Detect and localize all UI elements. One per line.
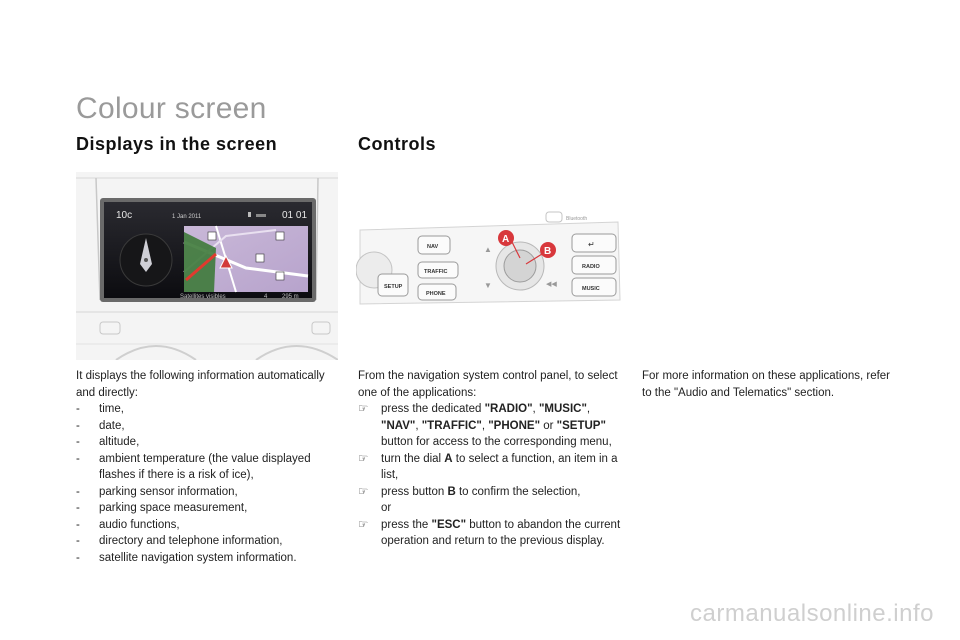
back-arrow-icon: ↵ — [588, 240, 595, 249]
pointing-hand-icon: ☞ — [358, 403, 369, 415]
list-item: - date, — [76, 419, 125, 432]
list-item: - altitude, — [76, 436, 140, 448]
pointing-hand-icon: ☞ — [358, 452, 369, 465]
displays-intro: It displays the following information automatically and directly: — [76, 370, 325, 399]
svg-text:SETUP: SETUP — [384, 284, 403, 290]
screen-temperature: 10c — [116, 210, 133, 221]
arrow-down-icon: ▼ — [484, 281, 492, 290]
bluetooth-icon — [248, 212, 251, 217]
bluetooth-label: Bluetooth — [566, 216, 588, 222]
controls-list — [358, 401, 628, 550]
list-item: - directory and telephone information, — [76, 535, 283, 547]
arrow-up-icon: ▲ — [484, 245, 492, 254]
screen-scale-left: 4 — [264, 294, 268, 300]
list-item: ☞ press the "ESC" button to abandon the current operation and return to the previous display. — [358, 518, 621, 547]
svg-text:B: B — [544, 246, 552, 257]
list-item: ☞ press the dedicated "RADIO", "MUSIC", "NAV", "TRAFFIC", "PHONE" or "SETUP" button for access to the corresponding menu, — [358, 403, 612, 448]
page-title: Colour screen — [76, 92, 267, 125]
list-item: - parking space measurement, — [76, 502, 248, 514]
list-item: - audio functions, — [76, 518, 180, 531]
control-panel-illustration — [356, 200, 626, 312]
list-item: - satellite navigation system information. — [76, 551, 297, 564]
svg-text:PHONE: PHONE — [426, 291, 446, 297]
colour-screen-illustration — [76, 172, 338, 360]
screen-status-text: Satellites visibles — [180, 294, 226, 300]
watermark: carmanualsonline.info — [690, 600, 934, 627]
more-information-note: For more information on these applications, refer to the "Audio and Telematics" section. — [642, 370, 891, 399]
screen-time: 01 01 — [282, 210, 308, 221]
svg-text:MUSIC: MUSIC — [582, 286, 600, 292]
section-heading-controls: Controls — [358, 134, 436, 154]
screen-scale-right: 295 m — [282, 294, 299, 300]
svg-text:A: A — [502, 234, 510, 245]
poi-icon — [276, 272, 284, 280]
controls-intro: From the navigation system control panel, to select one of the applications: — [358, 370, 618, 399]
svg-text:TRAFFIC: TRAFFIC — [424, 269, 448, 275]
section-heading-displays: Displays in the screen — [76, 134, 278, 154]
list-item: ☞ turn the dial A to select a function, an item in a list, — [358, 452, 618, 481]
list-item: - parking sensor information, — [76, 485, 238, 498]
seek-back-icon: ◀◀ — [546, 281, 557, 288]
displays-description — [76, 368, 338, 566]
svg-text:NAV: NAV — [427, 244, 439, 250]
list-item: - ambient temperature (the value displayed flashes if there is a risk of ice), — [76, 452, 311, 481]
list-item: - time, — [76, 403, 124, 415]
displays-list — [76, 401, 338, 566]
poi-icon — [256, 254, 264, 262]
list-item: ☞ press button B to confirm the selection, or — [358, 485, 581, 514]
screen-date: 1 Jan 2011 — [172, 214, 202, 220]
svg-text:RADIO: RADIO — [582, 264, 600, 270]
signal-icon — [256, 214, 266, 217]
pointing-hand-icon: ☞ — [358, 485, 369, 498]
pointing-hand-icon: ☞ — [358, 518, 369, 531]
poi-icon — [208, 232, 216, 240]
poi-icon — [276, 232, 284, 240]
controls-description — [358, 368, 628, 550]
